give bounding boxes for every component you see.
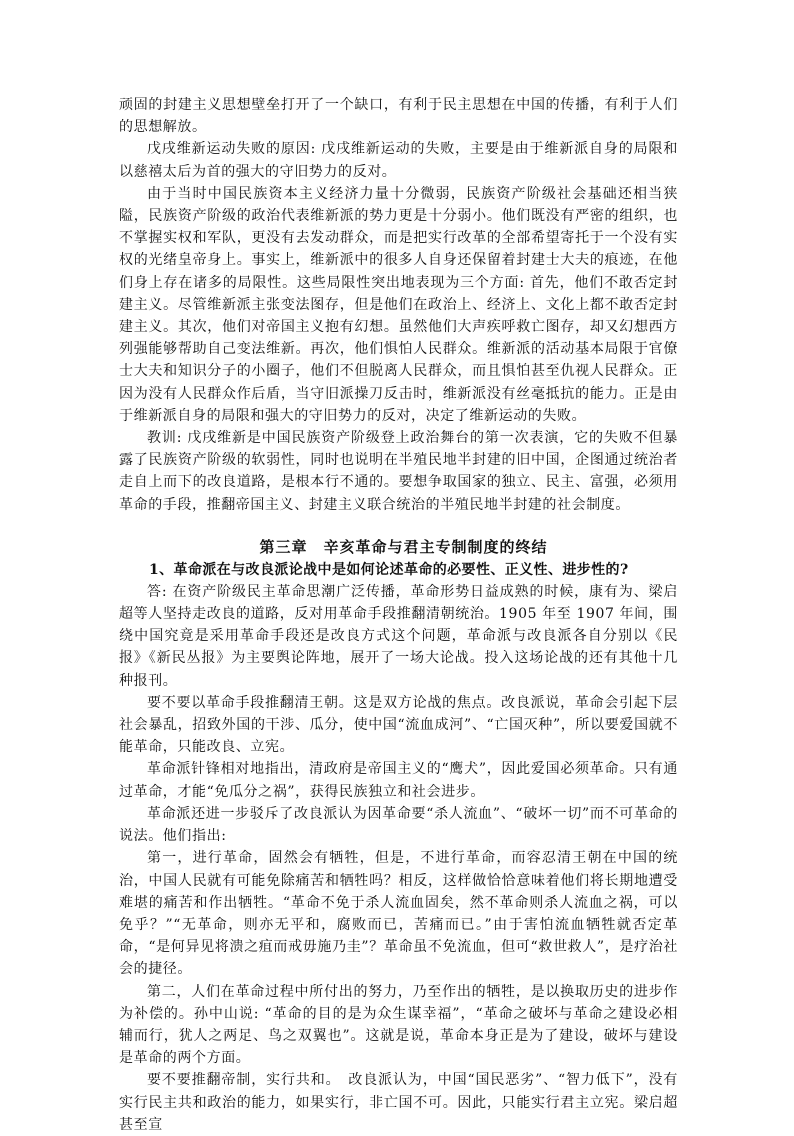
chapter-title: 第三章 辛亥革命与君主专制制度的终结 [259,537,548,556]
paragraph-refutation: 革命派还进一步驳斥了改良派认为因革命要“杀人流血”、“破坏一切”而不可革命的说法。他们指出: [119,805,678,845]
question-heading: 1、革命派在与改良派论战中是如何论述革命的必要性、正义性、进步性的? [149,561,629,578]
paragraph-limitations: 由于当时中国民族资本主义经济力量十分微弱，民族资产阶级社会基础还相当狭隘，民族资产阶级的政治代表维新派的势力更是十分弱小。他们既没有严密的组织，也不掌握实权和军队，更没有去发动群众，而是把实行改革的全部希望寄托于一个没有实权的光绪皇帝身上。事实上，维新派中的很多人自身还保留着封建士大夫的痕迹，在他们身上存在诸多的局限性。这些局限性突出地表现为三个方面: 首先，他们不敢否定封建主义。尽管维新派主张变法图存，但是他们在政治上、经济上、文化上都不敢否定封建主义。其次，他们对帝国主义抱有幻想。虽然他们大声疾呼救亡图存，却又幻想西方列强能够帮助自己变法维新。再次，他们惧怕人民群众。维新派的活动基本局限于官僚士大夫和知识分子的小圈子，他们不但脱离人民群众，而且惧怕甚至仇视人民群众。正因为没有人民群众作后盾，当守旧派操刀反击时，维新派没有丝毫抵抗的能力。正是由于维新派自身的局限和强大的守旧势力的反对，决定了维新运动的失败。 [119,185,678,424]
paragraph-point-one: 第一，进行革命，固然会有牺牲，但是，不进行革命，而容忍清王朝在中国的统治，中国人民就有可能免除痛苦和牺牲吗？相反，这样做恰恰意味着他们将长期地遭受难堪的痛苦和作出牺牲。“革命不免于杀人流血固矣，然不革命则杀人流血之祸，可以免乎？”“无革命，则亦无平和，腐败而已，苦痛而已。”由于害怕流血牺牲就否定革命，“是何异见将溃之疽而戒毋施乃圭”？革命虽不免流血，但可“救世救人”，是疗治社会的捷径。 [119,850,678,978]
paragraph-revolutionary-reply: 革命派针锋相对地指出，清政府是帝国主义的“鹰犬”，因此爱国必须革命。只有通过革命，才能“免瓜分之祸”，获得民族独立和社会进步。 [119,761,678,800]
paragraph-answer: 答: 在资产阶级民主革命思潮广泛传播，革命形势日益成熟的时候，康有为、梁启超等人坚持走改良的道路，反对用革命手段推翻清朝统治。1905 年至 1907 年间，围绕中国究竟是采用革命手段还是改良方式这个问题，革命派与改良派各自分别以《民报》《新民丛报》为主要舆论阵地，展开了一场大论战。投入这场论战的还有其他十几种报刊。 [119,583,678,689]
paragraph-republic: 要不要推翻帝制，实行共和。 改良派认为，中国“国民恶劣”、“智力低下”，没有实行民主共和政治的能力，如果实行，非亡国不可。因此，只能实行君主立宪。梁启超甚至宣 [119,1072,678,1133]
paragraph-failure-reasons: 戊戌维新运动失败的原因: 戊戌维新运动的失败，主要是由于维新派自身的局限和以慈禧太后为首的强大的守旧势力的反对。 [119,141,678,180]
paragraph-point-two: 第二，人们在革命过程中所付出的努力，乃至作出的牺牲，是以换取历史的进步作为补偿的。孙中山说: “革命的目的是为众生谋幸福”，“革命之破坏与革命之建设必相辅而行，犹人之两足、鸟之双翼也”。这就是说，革命本身正是为了建设，破坏与建设是革命的两个方面。 [119,983,678,1067]
paragraph-lesson: 教训: 戊戌维新是中国民族资产阶级登上政治舞台的第一次表演，它的失败不但暴露了民族资产阶级的软弱性，同时也说明在半殖民地半封建的旧中国，企图通过统治者走自上而下的改良道路，是根本行不通的。要想争取国家的独立、民主、富强，必须用革命的手段，推翻帝国主义、封建主义联合统治的半殖民地半封建的社会制度。 [119,430,678,513]
paragraph-continuation: 顽固的封建主义思想壁垒打开了一个缺口，有利于民主思想在中国的传播，有利于人们的思想解放。 [119,97,678,136]
paragraph-debate-focus: 要不要以革命手段推翻清王朝。这是双方论战的焦点。改良派说，革命会引起下层社会暴乱，招致外国的干涉、瓜分，使中国“流血成河”、“亡国灭种”，所以要爱国就不能革命，只能改良、立宪。 [119,694,678,756]
